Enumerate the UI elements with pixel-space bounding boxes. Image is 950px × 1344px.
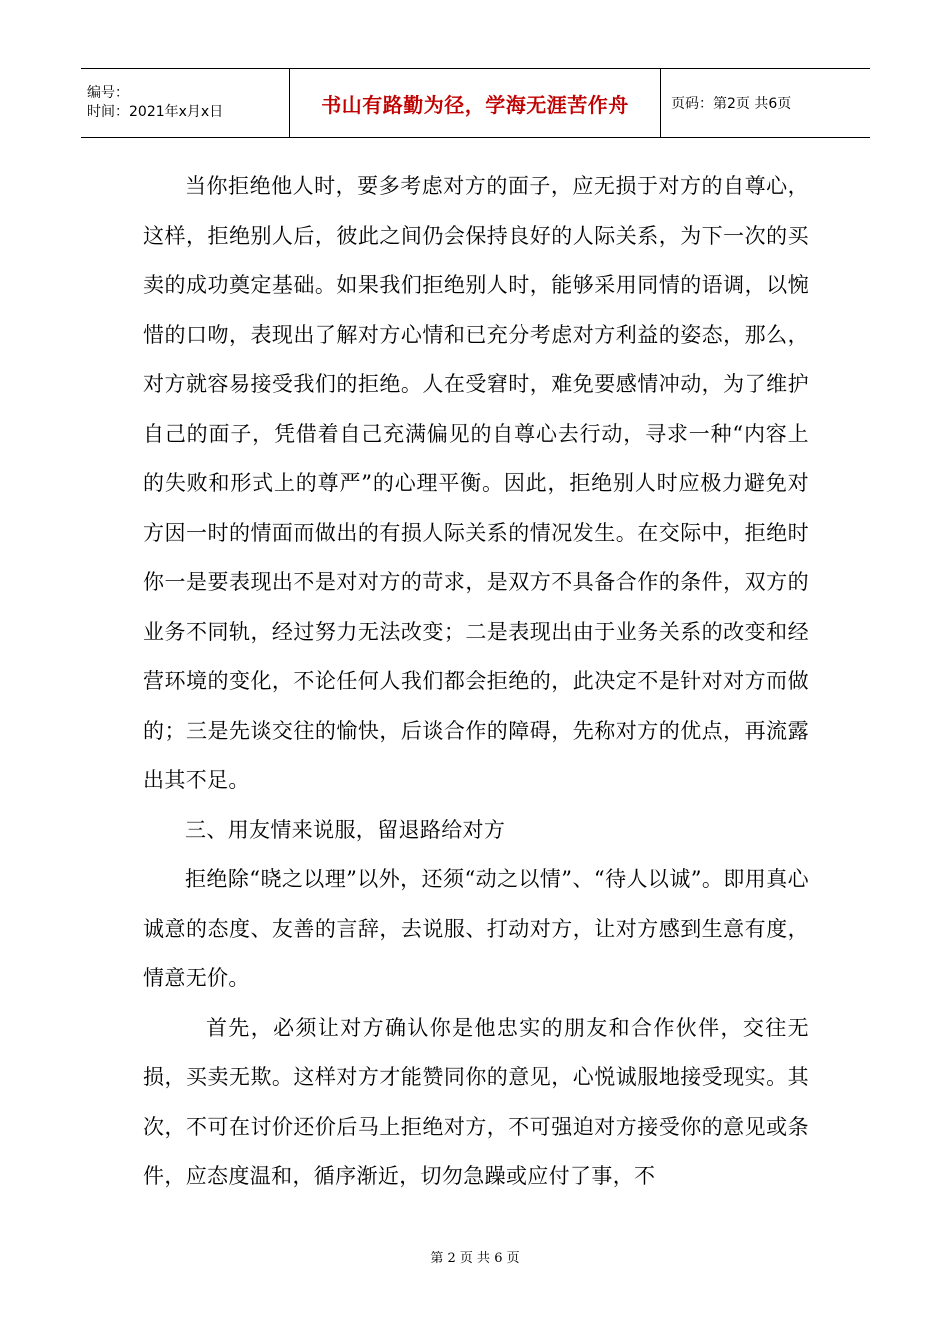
body-paragraph: 拒绝除“晓之以理”以外，还须“动之以情”、“待人以诚”。即用真心诚意的态度、友善的言辞，去说服、打动对方，让对方感到生意有度，情意无价。 (143, 867, 809, 990)
page-header (81, 68, 870, 138)
body-paragraph: 首先，必须让对方确认你是他忠实的朋友和合作伙伴，交往无损，买卖无欺。这样对方才能赞同你的意见，心悦诚服地接受现实。其次，不可在讨价还价后马上拒绝对方，不可强迫对方接受你的意见或条件，应态度温和，循序渐近，切勿急躁或应付了事，不 (143, 1015, 809, 1188)
header-page-info: 页码：第2页 共6页 (671, 96, 792, 112)
page-footer: 第 2 页 共 6 页 (430, 1251, 520, 1266)
section-heading: 三、用友情来说服，留退路给对方 (185, 817, 506, 842)
header-motto: 书山有路勤为径，学海无涯苦作舟 (290, 69, 661, 137)
document-date-label: 时间：2021年x月x日 (87, 104, 224, 120)
body-paragraph: 当你拒绝他人时，要多考虑对方的面子，应无损于对方的自尊心，这样，拒绝别人后，彼此之间仍会保持良好的人际关系，为下一次的买卖的成功奠定基础。如果我们拒绝别人时，能够采用同情的语调，以惋惜的口吻，表现出了解对方心情和已充分考虑对方利益的姿态，那么，对方就容易接受我们的拒绝。人在受窘时，难免要感情冲动，为了维护自己的面子，凭借着自己充满偏见的自尊心去行动，寻求一种“内容上的失败和形式上的尊严”的心理平衡。因此，拒绝别人时应极力避免对方因一时的情面而做出的有损人际关系的情况发生。在交际中，拒绝时你一是要表现出不是对对方的苛求，是双方不具备合作的条件，双方的业务不同轨，经过努力无法改变；二是表现出由于业务关系的改变和经营环境的变化，不论任何人我们都会拒绝的，此决定不是针对对方而做的；三是先谈交往的愉快，后谈合作的障碍，先称对方的优点，再流露出其不足。 (143, 174, 809, 792)
header-meta-cell (81, 69, 290, 137)
document-body (143, 162, 809, 1202)
document-number-label: 编号： (87, 85, 129, 101)
